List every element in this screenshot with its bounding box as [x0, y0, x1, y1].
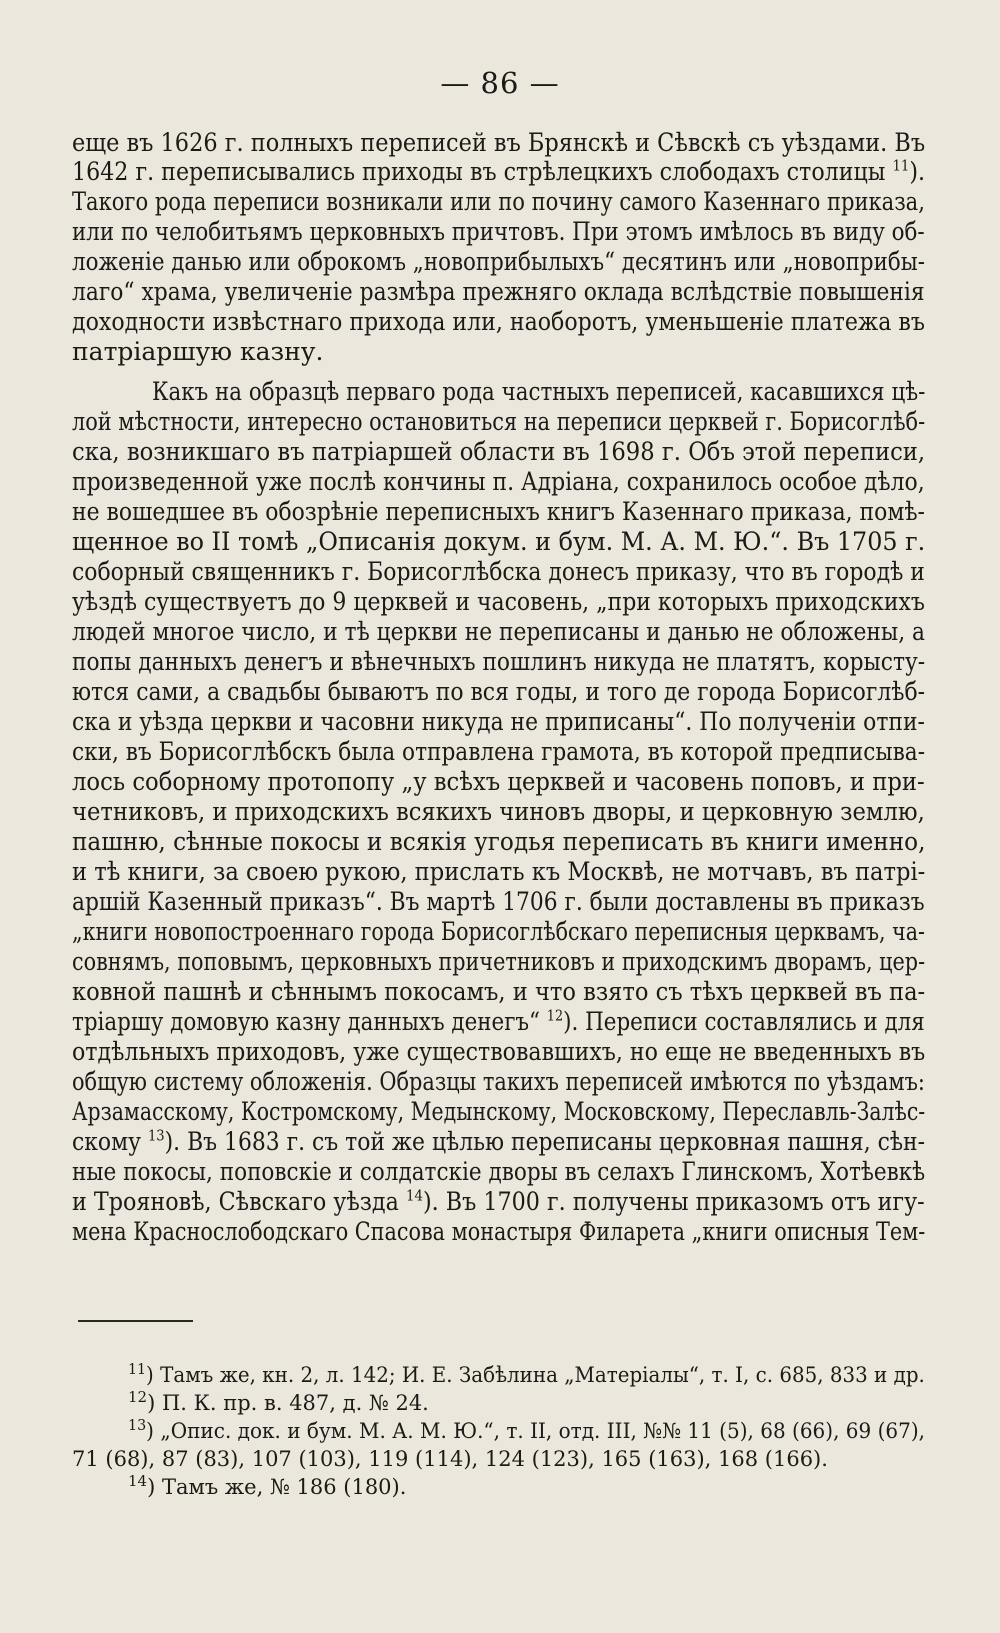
body-line: ски, въ Борисоглѣбскъ была отправлена грамота, въ которой предписыва- — [72, 737, 926, 766]
body-line: 1642 г. переписывались приходы въ стрѣлецкихъ слободахъ столицы $^{11}$). — [72, 156, 926, 186]
body-line: лось соборному протопопу „у всѣхъ церквей и часовень поповъ, и при- — [72, 767, 925, 796]
body-line: и тѣ книги, за своею рукою, прислать къ Москвѣ, не мотчавъ, въ патрі- — [72, 857, 926, 886]
footnote: $^{12}$) П. К. пр. в. 487, д. № 24. — [128, 1388, 429, 1415]
body-line: произведенной уже послѣ кончины п. Адріана, сохранилось особое дѣло, — [72, 467, 925, 496]
body-line: лой мѣстности, интересно остановиться на переписи церквей г. Борисоглѣб- — [72, 407, 926, 436]
body-line: совнямъ, поповымъ, церковныхъ причетниковъ и приходскимъ дворамъ, цер- — [72, 947, 926, 976]
body-line: ска, возникшаго въ патріаршей области въ 1698 г. Объ этой переписи, — [72, 437, 926, 466]
body-line: скому $^{13}$). Въ 1683 г. съ той же цѣлью переписаны церковная пашня, сѣн- — [72, 1126, 926, 1156]
body-line: патріаршую казну. — [72, 337, 324, 366]
footnote-ref: 11 — [892, 156, 910, 175]
body-line: лаго“ храма, увеличеніе размѣра прежняго оклада вслѣдствіе повышенія — [72, 277, 925, 306]
body-line: доходности извѣстнаго прихода или, наоборотъ, уменьшеніе платежа въ — [72, 307, 925, 336]
body-line: общую систему обложенія. Образцы такихъ переписей имѣются по уѣздамъ: — [72, 1067, 925, 1096]
body-line: четниковъ, и приходскихъ всякихъ чиновъ дворы, и церковную землю, — [72, 797, 925, 826]
body-line: ются сами, а свадьбы бываютъ по вся годы, и того де города Борисоглѣб- — [72, 677, 926, 706]
footnote: $^{14}$) Тамъ же, № 186 (180). — [128, 1472, 407, 1499]
body-line: или по челобитьямъ церковныхъ причтовъ. При этомъ имѣлось въ виду об- — [72, 217, 925, 246]
body-line: Такого рода переписи возникали или по почину самого Казеннаго приказа, — [72, 187, 925, 216]
body-line: щенное во II томѣ „Описанія докум. и бум. М. А. М. Ю.“. Въ 1705 г. — [72, 527, 926, 556]
body-line: уѣздѣ существуетъ до 9 церквей и часовень, „при которыхъ приходскихъ — [72, 587, 925, 616]
footnote: 71 (68), 87 (83), 107 (103), 119 (114), 124 (123), 165 (163), 168 (166). — [72, 1447, 828, 1471]
body-line: Арзамасскому, Костромскому, Медынскому, Московскому, Переславль-Залѣс- — [72, 1097, 926, 1126]
body-line: и Трояновѣ, Сѣвскаго уѣзда $^{14}$). Въ 1700 г. получены приказомъ отъ игу- — [72, 1186, 925, 1216]
body-line: соборный священникъ г. Борисоглѣбска донесъ приказу, что въ городѣ и — [72, 557, 925, 586]
footnote-ref: 12 — [546, 1006, 564, 1025]
body-line: мена Краснослободскаго Спасова монастыря Филарета „книги описныя Тем- — [72, 1217, 926, 1246]
footnote: $^{11}$) Тамъ же, кн. 2, л. 142; И. Е. Забѣлина „Матеріалы“, т. I, с. 685, 833 и др. — [128, 1360, 925, 1387]
page-number: — 86 — — [440, 66, 560, 100]
body-line: ковной пашнѣ и сѣннымъ покосамъ, и что взято съ тѣхъ церквей въ па- — [72, 977, 926, 1006]
body-line: Какъ на образцѣ перваго рода частныхъ переписей, касавшихся цѣ- — [152, 377, 926, 406]
body-line: ные покосы, поповскіе и солдатскіе дворы въ селахъ Глинскомъ, Хотѣевкѣ — [72, 1157, 926, 1186]
body-line: не вошедшее въ обозрѣніе переписныхъ книгъ Казеннаго приказа, помѣ- — [72, 497, 925, 526]
footnote-ref: 13 — [147, 1126, 165, 1145]
body-line: еще въ 1626 г. полныхъ переписей въ Брянскѣ и Сѣвскѣ съ уѣздами. Въ — [72, 128, 926, 157]
body-line: тріаршу домовую казну данныхъ денегъ“ $^{12}$). Переписи составлялись и для — [72, 1006, 925, 1036]
body-line: попы данныхъ денегъ и вѣнечныхъ пошлинъ никуда не платятъ, корысту- — [72, 647, 926, 676]
body-line: аршій Казенный приказъ“. Въ мартѣ 1706 г. были доставлены въ приказъ — [72, 887, 925, 916]
footnote-separator — [78, 1320, 193, 1322]
body-line: людей многое число, и тѣ церкви не переписаны и данью не обложены, а — [72, 617, 926, 646]
body-line: ска и уѣзда церкви и часовни никуда не приписаны“. По полученіи отпи- — [72, 707, 925, 736]
body-line: „книги новопостроеннаго города Борисоглѣбскаго переписныя церквамъ, ча- — [72, 917, 926, 946]
footnote: $^{13}$) „Опис. док. и бум. М. А. М. Ю.“, т. II, отд. III, №№ 11 (5), 68 (66), 69 (67), — [128, 1416, 925, 1443]
body-line: отдѣльныхъ приходовъ, уже существовавшихъ, но еще не введенныхъ въ — [72, 1037, 926, 1066]
footnote-ref: 14 — [405, 1186, 423, 1205]
body-line: ложеніе данью или оброкомъ „новоприбылыхъ“ десятинъ или „новоприбы- — [72, 247, 925, 276]
body-line: пашню, сѣнные покосы и всякія угодья переписать въ книги именно, — [72, 827, 926, 856]
